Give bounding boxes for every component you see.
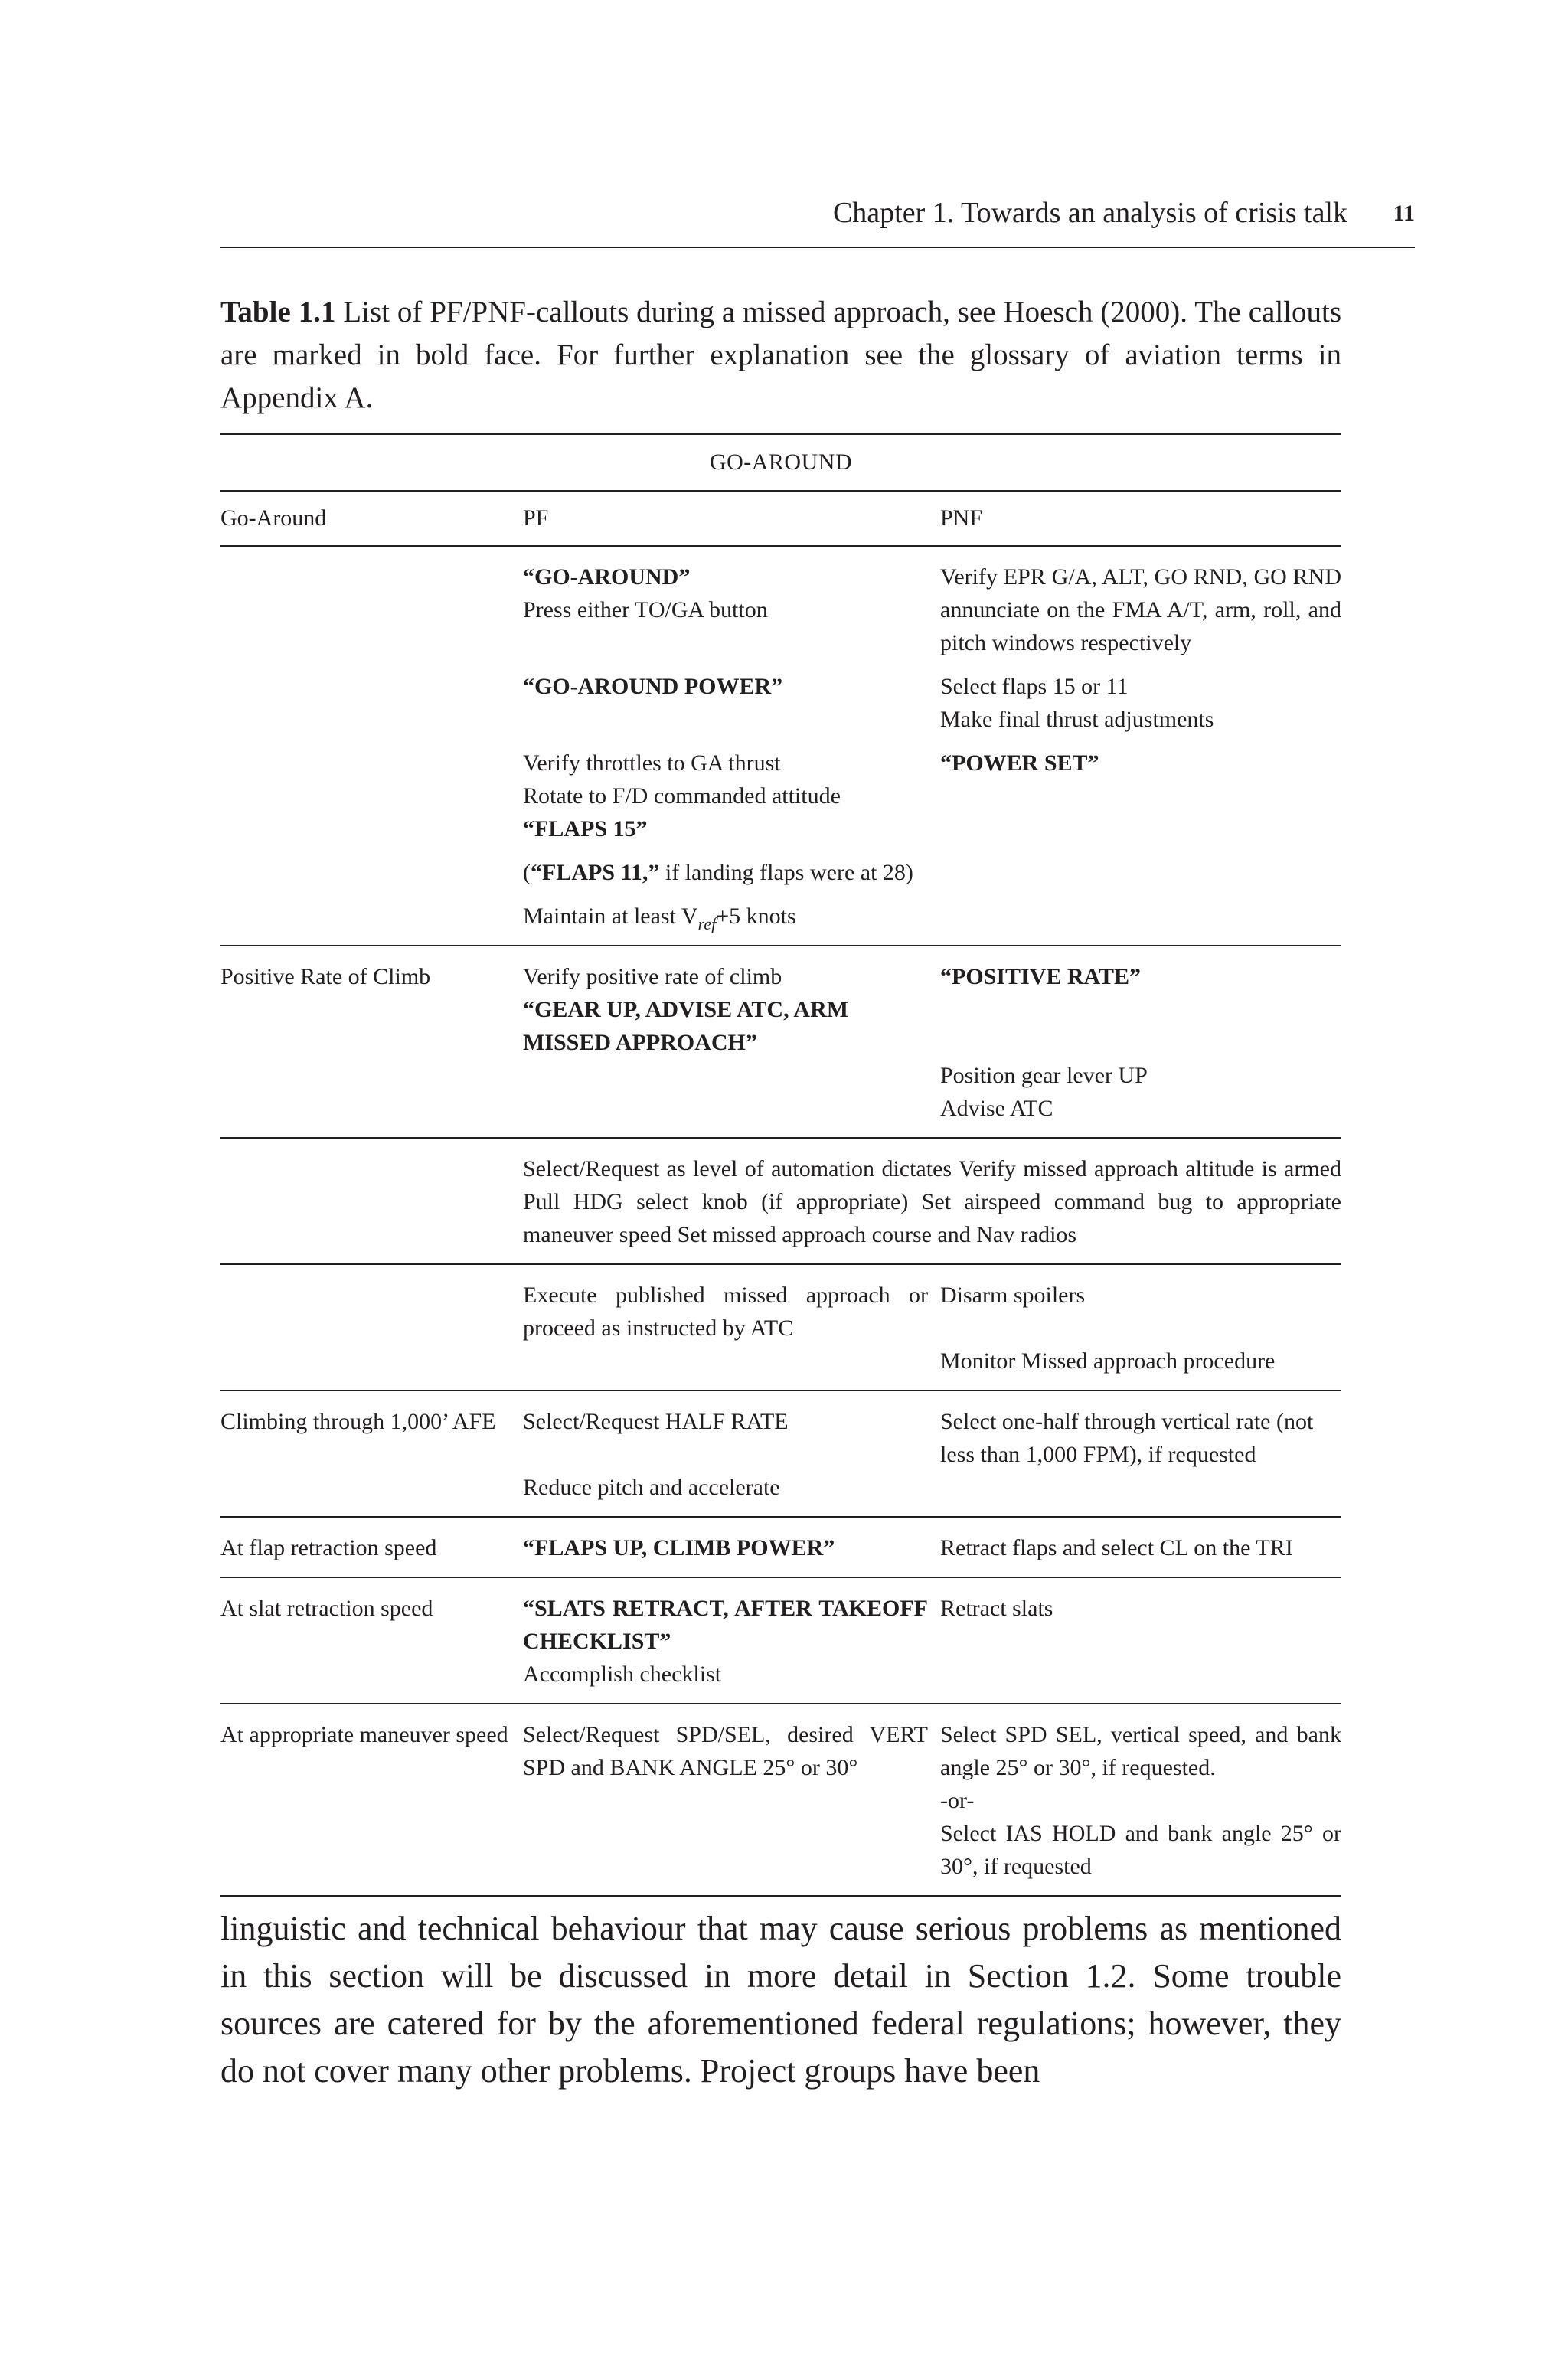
- pnf-or: -or-: [940, 1788, 975, 1813]
- phase-cell: At slat retraction speed: [220, 1596, 433, 1621]
- phase-cell: [220, 747, 523, 933]
- pf-cell: [523, 1592, 940, 1691]
- table-row: [220, 946, 1341, 1137]
- table-row: [220, 1518, 1341, 1577]
- pnf-callout: “POWER SET”: [940, 750, 1099, 776]
- pnf-cell: [940, 960, 1341, 1125]
- pf-cell: [523, 560, 940, 659]
- callout-table: [220, 433, 1341, 1897]
- table-row: [220, 1391, 1341, 1516]
- phase-cell: At flap retraction speed: [220, 1535, 437, 1560]
- pf-callout: “GO-AROUND POWER”: [523, 674, 783, 699]
- pf-cell: [523, 960, 940, 1125]
- table-row: [220, 1578, 1341, 1703]
- table-row: [220, 1704, 1341, 1895]
- pf-callout: “SLATS RETRACT, AFTER TAKEOFF CHECKLIST”: [523, 1596, 928, 1654]
- page-number: 11: [1393, 201, 1415, 226]
- header-pnf: PNF: [940, 505, 983, 531]
- vref-pre: Maintain at least V: [523, 904, 698, 929]
- pnf-action: Disarm spoilers: [940, 1283, 1086, 1308]
- pnf-cell: [940, 560, 1341, 659]
- pnf-cell: [940, 1279, 1341, 1377]
- pnf-action: Monitor Missed approach procedure: [940, 1348, 1276, 1374]
- table-header-row: [220, 492, 1341, 545]
- table-caption: [220, 291, 1341, 420]
- pf-cell: [523, 1279, 940, 1377]
- phase-cell: [220, 560, 523, 659]
- pnf-callout: “POSITIVE RATE”: [940, 964, 1142, 989]
- pnf-action: Make final thrust adjustments: [940, 707, 1214, 732]
- table-row: [220, 1265, 1341, 1390]
- pf-callout: “GEAR UP, ADVISE ATC, ARM MISSED APPROACH”: [523, 997, 849, 1055]
- phase-cell: Positive Rate of Climb: [220, 964, 431, 989]
- table-row: [220, 547, 1341, 945]
- pf-note: [523, 856, 928, 889]
- shared-cell: Select/Request as level of automation dictates Verify missed approach altitude is armed Pull HDG select knob (if appropriate) Set airspeed command bug to appropriate maneuver speed Set missed approach course and Nav radios: [523, 1156, 1341, 1247]
- pf-action: Accomplish checklist: [523, 1662, 722, 1687]
- pf-callout: “GO-AROUND”: [523, 564, 691, 590]
- pf-note-rest: if landing flaps were at 28): [659, 860, 913, 885]
- pf-action: Execute published missed approach or proceed as instructed by ATC: [523, 1283, 928, 1341]
- table-row: [220, 1139, 1341, 1263]
- pnf-action: Position gear lever UP: [940, 1063, 1148, 1088]
- phase-cell: [220, 1152, 523, 1251]
- caption-text: List of PF/PNF-callouts during a missed approach, see Hoesch (2000). The callouts are marked in bold face. For further explanation see the glossary of aviation terms in Appendix A.: [220, 296, 1342, 414]
- pnf-cell: [940, 670, 1341, 736]
- pnf-action: Select IAS HOLD and bank angle 25° or 30°, if requested: [940, 1821, 1341, 1879]
- pf-action: Reduce pitch and accelerate: [523, 1475, 780, 1500]
- table-label: Table 1.1: [220, 296, 336, 328]
- header-pf: PF: [523, 505, 549, 531]
- pf-action: Press either TO/GA button: [523, 597, 768, 623]
- pf-action: Select/Request SPD/SEL, desired VERT SPD and BANK ANGLE 25° or 30°: [523, 1722, 928, 1780]
- pnf-action: Retract flaps and select CL on the TRI: [940, 1535, 1293, 1560]
- body-paragraph: linguistic and technical behaviour that may cause serious problems as mentioned in this section will be discussed in more detail in Section 1.2. Some trouble sources are catered for by the aforementioned federal regulations; however, they do not cover many other problems. Project groups have been: [220, 1910, 1341, 2090]
- pf-cell: [523, 670, 940, 736]
- pf-action: Verify positive rate of climb: [523, 964, 782, 989]
- header-go-around: Go-Around: [220, 505, 327, 531]
- pnf-cell: [940, 747, 1341, 933]
- pnf-action: Select one-half through vertical rate (not less than 1,000 FPM), if requested: [940, 1409, 1314, 1467]
- pf-cell: [523, 1405, 940, 1504]
- pnf-action: Verify EPR G/A, ALT, GO RND, GO RND annunciate on the FMA A/T, arm, roll, and pitch windows respectively: [940, 564, 1341, 655]
- phase-cell: Climbing through 1,000’ AFE: [220, 1409, 496, 1434]
- pnf-action: Select flaps 15 or 11: [940, 674, 1129, 699]
- pf-callout: “FLAPS 11,”: [531, 860, 660, 885]
- pf-callout: “FLAPS 15”: [523, 816, 648, 842]
- pnf-action: Select SPD SEL, vertical speed, and bank angle 25° or 30°, if requested.: [940, 1722, 1341, 1780]
- paren-open: (: [523, 860, 531, 885]
- table-bottom-rule: [220, 1895, 1341, 1897]
- vref-post: +5 knots: [716, 904, 796, 929]
- pf-cell: [523, 747, 940, 933]
- phase-cell: At appropriate maneuver speed: [220, 1722, 508, 1747]
- chapter-title: Chapter 1. Towards an analysis of crisis talk: [832, 197, 1348, 229]
- pf-action: [523, 900, 928, 933]
- pf-action: Verify throttles to GA thrust: [523, 750, 781, 776]
- pf-action: Rotate to F/D commanded attitude: [523, 783, 841, 809]
- pf-action: Select/Request HALF RATE: [523, 1409, 789, 1434]
- pf-callout: “FLAPS UP, CLIMB POWER”: [523, 1535, 835, 1560]
- pnf-cell: [940, 1718, 1341, 1883]
- table-title: GO-AROUND: [709, 449, 853, 475]
- phase-cell: [220, 670, 523, 736]
- phase-cell: [220, 1279, 523, 1377]
- running-head: [220, 190, 1415, 248]
- pnf-cell: [940, 1405, 1341, 1504]
- pnf-action: Advise ATC: [940, 1096, 1054, 1121]
- pnf-action: Retract slats: [940, 1596, 1054, 1621]
- vref-subscript: ref: [697, 914, 717, 933]
